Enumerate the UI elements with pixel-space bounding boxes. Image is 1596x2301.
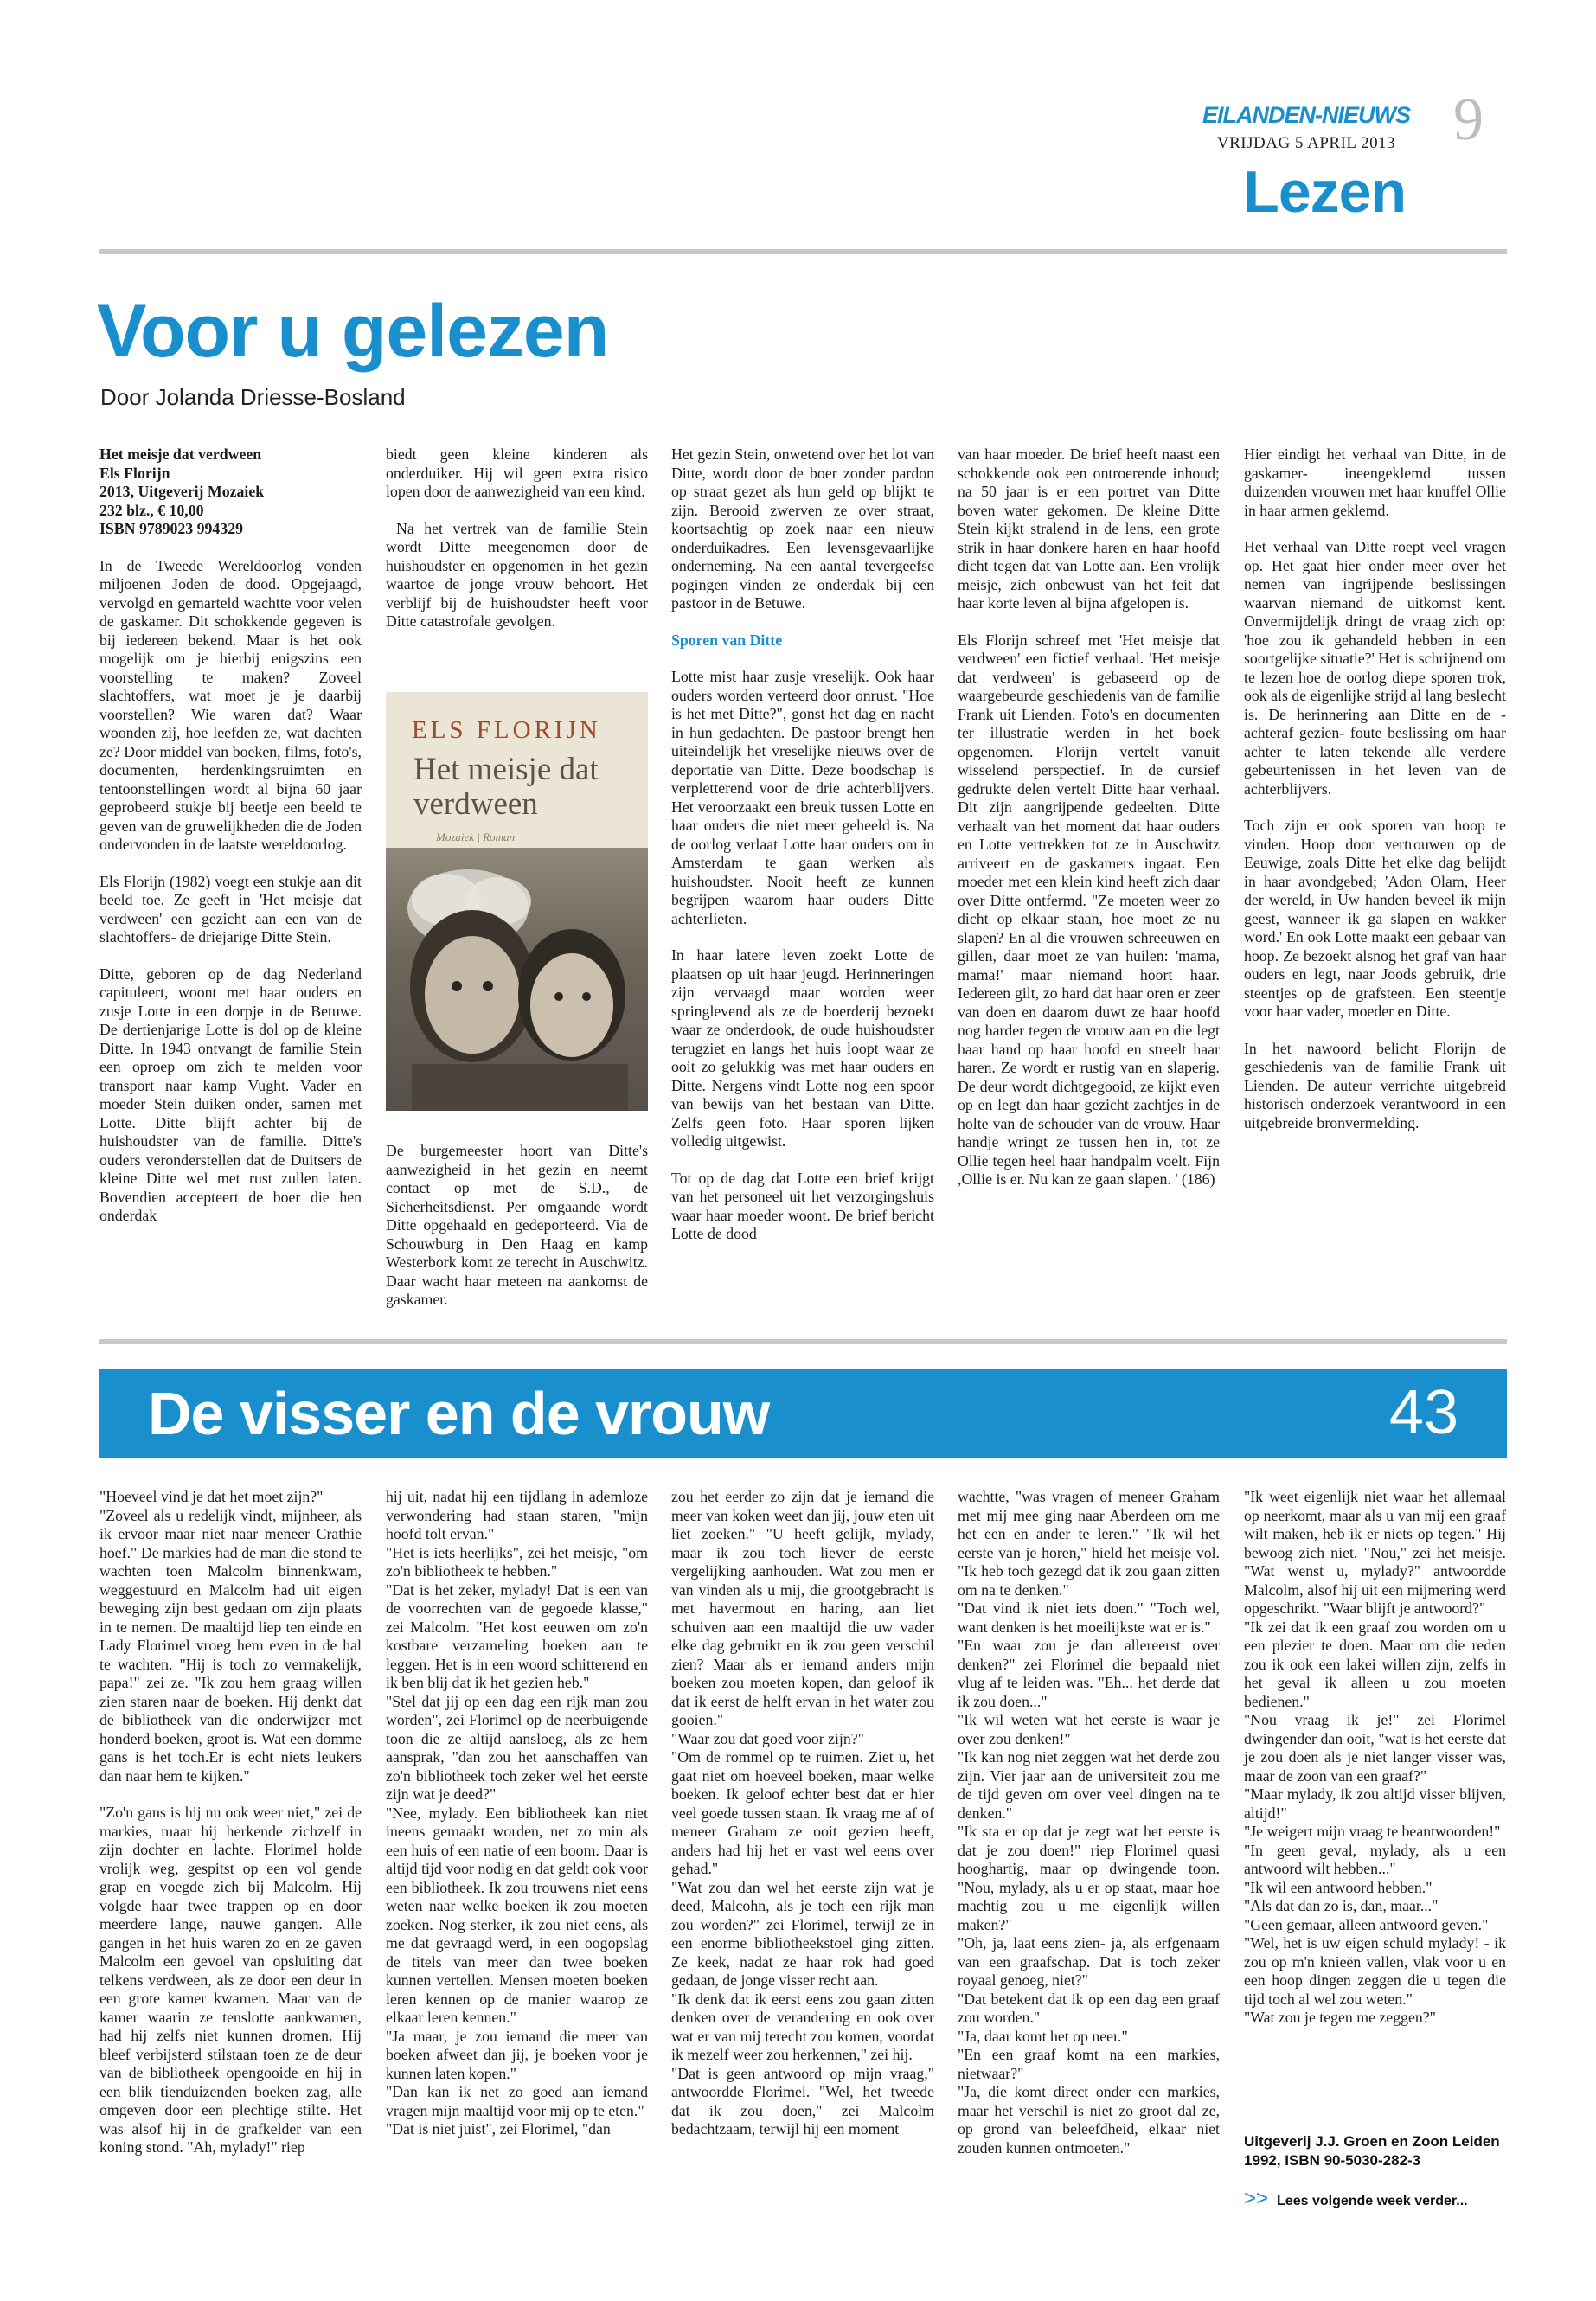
book-title: Het meisje dat verdween <box>99 445 262 463</box>
paragraph: "Wat zou je tegen me zeggen?" <box>1244 2009 1436 2026</box>
review-column-1 <box>99 445 362 1226</box>
paragraph: Toch zijn er ook sporen van hoop te vinden. Hoop door vertrouwen op de Eeuwige, zoals Ditte het elke dag belijdt in haar avondgebed; 'Adon Olam, Heer der wereld, in Uw handen beveel ik mijn geest, wanneer ik ga slapen en wakker word.' En ook Lotte maakt een gebaar van hoop. Ze bezoekt alsnog het graf van haar ouders en legt, naar Joods gebruik, drie steentjes op de grafsteen. Een steentje voor haar vader, moeder en Ditte. <box>1244 817 1506 1020</box>
paragraph: "Ik weet eigenlijk niet waar het allemaal op neerkomt, maar als u van mij een graaf wilt maken, heb ik er niets op tegen." Hij bewoog zich niet. "Nou," zei het meisje. "Wat wenst u, mylady?" antwoordde Malcolm, alsof hij uit een mijmering werd opgeschrikt. "Waar blijft je antwoord?" <box>1244 1488 1506 1617</box>
paragraph: "Ja, die komt direct onder een markies, maar het verschil is niet zo groot dal ze, op grond van beleefdheid, elkaar niet zouden kunnen ontmoeten." <box>958 2083 1220 2157</box>
review-byline: Door Jolanda Driesse-Bosland <box>100 384 406 410</box>
paragraph: "Om de rommel op te ruimen. Ziet u, het gaat niet om hoeveel boeken, maar welke boeken. Ik geloof echter best dat er hier veel goede tussen staan. Ik vraag me af of meneer Graham ze ooit gezien heeft, anders had hij het er vast wel eens over gehad." <box>671 1748 934 1877</box>
paragraph: "Zo'n gans is hij nu ook weer niet," zei de markies, maar hij herkende zichzelf in zijn dochter en lachte. Florimel holde vrolijk weg, gespitst op een vol gende grap en voegde zich bij Malcolm. Hij volgde haar twee trappen op en door meerdere lange, nauwe gangen. Alle gangen in het huis waren zo en ze gaven Malcolm een gevoel van opsluiting dat telkens verdween, als ze door een deur in een grote kamer kwamen. Maar van de kamer waarin ze tenslotte aankwamen, had hij zelfs niet kunnen dromen. Hij bleef verbijsterd stilstaan toen ze de deur van de bibliotheek opengooide en hij in een blik tienduizenden boeken zag, alle omgeven door een plechtige stilte. Het was alsof hij in de grafkelder van een koning stond. "Ah, mylady!" riep <box>99 1804 362 2156</box>
paragraph: "En een graaf komt na een markies, nietwaar?" <box>958 2046 1220 2082</box>
paragraph: "Dat betekent dat ik op een dag een graaf zou worden." <box>958 1990 1220 2026</box>
isbn-line: 1992, ISBN 90-5030-282-3 <box>1244 2152 1421 2169</box>
book-cover <box>386 692 648 1111</box>
paragraph: "Ik wil een antwoord hebben." <box>1244 1878 1433 1896</box>
paragraph: Els Florijn schreef met 'Het meisje dat verdween' een fictief verhaal. 'Het meisje dat verdween' is gebaseerd op de waargebeurde geschiedenis van de familie Frank uit Lienden. Foto's en documenten ter illustratie werden in het boek opgenomen. Florijn vertelt vanuit wisselend perspectief. In de cursief gedrukte delen vertelt Ditte haar verhaal. Dit zijn aangrijpende gedeelten. Ditte verhaalt van het moment dat haar ouders en Lotte vertrekken tot ze in Auschwitz arriveert en de gaskamers ingaat. Een moeder met een klein kind heeft zich daar over Ditte ontfermd. "Ze moeten weer zo dicht op elkaar staan, hoe moet ze nu slapen? En al die vrouwen schreeuwen en gillen, daar moet ze van huilen: 'mama, mama!' maar niemand hoort haar. Iedereen gilt, zo hard dat haar oren er zeer van doen en daarom duwt ze haar hoofd nog harder tegen de vrouw aan en die legt haar hand op haar hoofd en streelt haar haren. Ze wordt er rustig van en slaperig. De deur wordt dichtgegooid, ze kijkt even op en legt dan haar gezicht zachtjes in de holte van de schouder van de vrouw. Haar handje wringt ze tussen hen in, tot ze Ollie tegen heel haar handpalm voelt. Fijn ,Ollie is er. Nu kan ze gaan slapen. ' (186) <box>958 631 1220 1188</box>
story-column-3 <box>671 1488 934 2139</box>
paragraph: In de Tweede Wereldoorlog vonden miljoenen Joden de dood. Opgejaagd, vervolgd en gemarteld wachtte voor velen de gaskamer. Dit schokkende gegeven is bij iedereen bekend. Maar is het ook mogelijk om je hierbij enigszins een voorstelling te maken? Zoveel slachtoffers, wat moet je je daarbij voorstellen? Wie waren dat? Waar woonden zij, hoe leefden ze, wat dachten ze? Door middel van boeken, films, foto's, documenten, herdenkingsruimten en tentoonstellingen wordt al bijna 60 jaar geprobeerd stukje bij beetje een beeld te geven van de gruwelijkheden die de Joden ondervonden in de laatste wereldoorlog. <box>99 556 362 853</box>
paragraph: "Dat is geen antwoord op mijn vraag," antwoordde Florimel. "Wel, het tweede dat ik zou doen," zei Malcolm bedachtzaam, terwijl hij een moment <box>671 2064 934 2138</box>
section-title: Lezen <box>1243 159 1406 225</box>
newspaper-name: EILANDEN-NIEUWS <box>1202 102 1410 128</box>
paragraph: In het nawoord belicht Florijn de geschiedenis van de familie Frank uit Lienden. De auteur verrichte uitgebreid historisch onderzoek verantwoord in een uitgebreide bronvermelding. <box>1244 1039 1506 1131</box>
paragraph: "Stel dat jij op een dag een rijk man zou worden", zei Florimel op de neerbuigende toon die ze altijd aansloeg, als ze hem aansprak, "dan zou het aanschaffen van zo'n bibliotheek toch zeker wel het eerste zijn wat je deed?" <box>386 1692 648 1803</box>
cover-photo <box>386 848 648 1111</box>
paragraph: "Wat zou dan wel het eerste zijn wat je deed, Malcohn, als je toch een rijk man zou worden?" zei Florimel, terwijl ze in een enorme bibliotheekstoel ging zitten. Ze keek, nadat ze haar rok had goed gedaan, de jonge visser recht aan. <box>671 1878 934 1989</box>
cover-publisher: Mozaiek | Roman <box>436 830 515 843</box>
story-column-4 <box>958 1488 1220 2157</box>
paragraph: "Ik kan nog niet zeggen wat het derde zou zijn. Vier jaar aan de universiteit zou me de tijd geven om over veel dingen na te denken." <box>958 1748 1220 1822</box>
paragraph: "Nou vraag ik je!" zei Florimel dwingender dan ooit, "wat is het eerste dat je zou doen als je niet langer visser was, maar de zoon van een graaf?" <box>1244 1711 1506 1785</box>
paragraph: "Ik denk dat ik eerst eens zou gaan zitten denken over de verandering en ook over wat er van mij terecht zou komen, voordat ik mezelf weer zou herkennen," zei hij. <box>671 1990 934 2063</box>
next-week-label: Lees volgende week verder... <box>1277 2194 1468 2208</box>
paragraph: "Waar zou dat goed voor zijn?" <box>671 1729 864 1747</box>
paragraph: "Het is iets heerlijks", zei het meisje, "om zo'n bibliotheek te hebben." <box>386 1543 648 1580</box>
paragraph: "Geen gemaar, alleen antwoord geven." <box>1244 1915 1489 1933</box>
story-publisher-info <box>1244 2132 1506 2170</box>
paragraph: biedt geen kleine kinderen als onderduiker. Hij wil geen extra risico lopen door de aanwezigheid van een kind. <box>386 445 648 500</box>
publisher-line: Uitgeverij J.J. Groen en Zoon Leiden <box>1244 2133 1500 2150</box>
paragraph: "Dat is niet juist", zei Florimel, "dan <box>386 2120 611 2138</box>
paragraph: "Dat is het zeker, mylady! Dat is een van de voorrechten van de gegoede klasse," zei Malcolm. "Het kost eeuwen om zo'n kostbare verzameling boeken aan te leggen. Het is in een woord schitterend en ik ben blij dat ik het gezien heb." <box>386 1580 648 1691</box>
masthead <box>1202 102 1410 153</box>
paragraph: "In geen geval, mylady, als u een antwoord wilt hebben..." <box>1244 1841 1506 1877</box>
paragraph: De burgemeester hoort van Ditte's aanwezigheid in het gezin en neemt contact op met de S.D., de Sicherheitsdienst. Per omgaande wordt Ditte opgehaald en gedeporteerd. Via de Schouwburg in Den Haag en kamp Westerbork komt ze terecht in Auschwitz. Daar wacht haar meteen na aankomst de gaskamer. <box>386 1142 648 1308</box>
paragraph: Ditte, geboren op de dag Nederland capituleert, woont met haar ouders en zusje Lotte in een dorpje in de Betuwe. De dertienjarige Lotte is dol op de kleine Ditte. In 1943 ontvangt de familie Stein een oproep om zich te melden voor transport naar kamp Vught. Vader en moeder Stein duiken onder, samen met Lotte. Ditte blijft achter bij de huishoudster van de familie. Ditte's ouders veronderstellen dat de Duitsers de kleine Ditte wel met rust zullen laten. Bovendien accepteert de boer die hen onderdak <box>99 965 362 1224</box>
episode-number: 43 <box>1388 1378 1458 1447</box>
paragraph: "Hoeveel vind je dat het moet zijn?" <box>99 1488 324 1505</box>
paragraph: "Ja maar, je zou iemand die meer van boeken afweet dan jij, je boeken voor je kunnen laten kopen." <box>386 2027 648 2082</box>
story-title: De visser en de vrouw <box>148 1380 770 1447</box>
paragraph: hij uit, nadat hij een tijdlang in ademloze verwondering had staan staren, "mijn hoofd tolt ervan." <box>386 1488 648 1542</box>
paragraph: zou het eerder zo zijn dat je iemand die meer van koken weet dan jij, jouw eten uit liet zoeken." "U heeft gelijk, mylady, maar ik zou toch liever de eerste vergelijking aanhouden. Wat zou men er van vinden als u mij, die grootgebracht is met havermout en haring, aan liet schuiven aan een maaltijd die uw vader elke dag gebruikt en ik zou geen verschil zien? Maar als er iemand anders mijn boeken zou moeten kopen, dan geloof ik dat ik eerst de helft ervan in het water zou gooien." <box>671 1488 934 1728</box>
paragraph: "Oh, ja, laat eens zien- ja, als erfgenaam van een graafschap. Dat is toch zeker royaal genoeg, niet?" <box>958 1934 1220 1989</box>
book-info <box>99 445 362 539</box>
paragraph: Hier eindigt het verhaal van Ditte, in de gaskamer- ineengeklemd tussen duizenden vrouwen met haar knuffel Ollie in haar armen geklemd. <box>1244 445 1506 519</box>
book-pages-price: 232 blz., € 10,00 <box>99 501 204 519</box>
paragraph: van haar moeder. De brief heeft naast een schokkende ook een ontroerende inhoud; na 50 jaar is er een portret van Ditte boven water gekomen. De kleine Ditte Stein kijkt stralend in de lens, een grote strik in haar donkere haren en haar hoofd dicht tegen dat van Lotte aan. Een vrolijk meisje, zich onbewust van het feit dat haar korte leven al bijna afgelopen is. <box>958 445 1220 612</box>
page-number: 9 <box>1453 87 1484 153</box>
top-divider <box>99 249 1507 254</box>
review-column-2 <box>386 445 648 650</box>
review-headline: Voor u gelezen <box>97 290 609 373</box>
paragraph: "Nee, mylady. Een bibliotheek kan niet ineens gemaakt worden, net zo min als een huis of een natie of een boom. Daar is altijd tijd voor nodig en dat geldt ook voor een bibliotheek. Ik zou trouwens niet eens weten naar welke boeken ik zou moeten zoeken. Nog sterker, ik zou niet eens, als me dat gevraagd werd, in een oogopslag de titels van meer dan twee boeken kunnen vertellen. Mensen moeten boeken leren kennen op de manier waarop ze elkaar leren kennen." <box>386 1804 648 2026</box>
paragraph: Na het vertrek van de familie Stein wordt Ditte meegenomen door de huishoudster en opgenomen in het gezin waartoe de jonge vrouw behoort. Het verblijf bij de huishoudster heeft voor Ditte catastrofale gevolgen. <box>386 519 648 630</box>
paragraph: "Ik wil weten wat het eerste is waar je over zou denken!" <box>958 1711 1220 1747</box>
paragraph: "Ja, daar komt het op neer." <box>958 2027 1128 2045</box>
subheading: Sporen van Ditte <box>671 631 783 649</box>
review-column-5 <box>1244 445 1506 1132</box>
story-column-1 <box>99 1488 362 2157</box>
paragraph: Het gezin Stein, onwetend over het lot van Ditte, wordt door de boer zonder pardon op straat gezet als hun geld op blijkt te zijn. Berooid zwerven ze over straat, koortsachtig op zoek naar een nieuw onderduikadres. Een levensgevaarlijke onderneming. Na een aantal tevergeefse pogingen vinden ze onderdak bij een pastoor in de Betuwe. <box>671 445 934 612</box>
review-column-3 <box>671 445 934 1244</box>
paragraph: "Ik zei dat ik een graaf zou worden om u een plezier te doen. Maar om die reden zou ik ook een lakei willen zijn, zelfs in het geval ik alleen u zou moeten bedienen." <box>1244 1618 1506 1710</box>
story-column-2 <box>386 1488 648 2139</box>
paragraph: "Dan kan ik net zo goed aan iemand vragen mijn maaltijd voor mij op te eten." <box>386 2083 648 2119</box>
paragraph: "Dat vind ik niet iets doen." "Toch wel, want denken is het moeilijkste wat er is." <box>958 1599 1220 1636</box>
paragraph: In haar latere leven zoekt Lotte de plaatsen op uit haar jeugd. Herinneringen zijn vervaagd maar worden weer springlevend als ze de boerderij bezoekt waar ze onderdook, de oude huishoudster terugziet en langs het huis loopt waar ze ooit zo gelukkig was met haar ouders en Ditte. Nergens vindt Lotte nog een spoor van bewijs van het bestaan van Ditte. Zelfs geen foto. Haar sporen lijken volledig uitgewist. <box>671 946 934 1150</box>
paragraph: "Zoveel als u redelijk vindt, mijnheer, als ik ervoor maar niet naar meneer Crathie hoef." De markies had de man die stond te wachten toen Malcolm binnenkwam, weggestuurd en Malcolm had uit eigen beweging zijn best gedaan om zijn plaats in te nemen. De maaltijd liep ten einde en Lady Florimel vroeg hem even in de hal te wachten. "Hij is toch zo vermakelijk, papa!" zei ze. "Ik zou hem graag willen zien staren naar de boeken. Hij denkt dat de bibliotheek van die onderwijzer met honderd boeken, groot is. Wat een domme gans is het toch.Er is echt niets leukers dan naar hem te kijken." <box>99 1506 362 1785</box>
paragraph: Els Florijn (1982) voegt een stukje aan dit beeld toe. Ze geeft in 'Het meisje dat verdween' een gezicht aan een van de slachtoffers- de driejarige Ditte Stein. <box>99 872 362 945</box>
cover-photo-illustration <box>386 848 648 1111</box>
book-author: Els Florijn <box>99 464 170 482</box>
paragraph: "Als dat dan zo is, dan, maar..." <box>1244 1897 1439 1914</box>
book-isbn: ISBN 9789023 994329 <box>99 520 243 537</box>
review-column-2-continued <box>386 1142 648 1310</box>
story-banner <box>99 1369 1507 1458</box>
paragraph: Lotte mist haar zusje vreselijk. Ook haar ouders worden verteerd door onrust. "Hoe is het met Ditte?", gonst het dag en nacht in hun gedachten. De pastoor brengt hen uiteindelijk het vreselijke nieuws over de deportatie van Ditte. Deze boodschap is verpletterend voor de drie achterblijvers. Het veroorzaakt een breuk tussen Lotte en haar ouders die niet meer geheeld is. Na de oorlog verlaat Lotte haar ouders om in Amsterdam te gaan werken als huishoudster. Nooit heeft ze kunnen begrijpen waarom haar ouders Ditte achterlieten. <box>671 668 934 927</box>
paragraph: "Maar mylady, ik zou altijd visser blijven, altijd!" <box>1244 1785 1506 1822</box>
continued-next-week <box>1244 2187 1506 2211</box>
cover-title: Het meisje dat verdween <box>413 752 599 822</box>
paragraph: wachtte, "was vragen of meneer Graham met mij mee ging naar Aberdeen om me het een en ander te leren." "Ik wil het eerste van je horen," hield het meisje vol. "Ik heb toch gezegd dat ik zou gaan zitten om na te denken." <box>958 1488 1220 1599</box>
story-column-5 <box>1244 1488 1506 2028</box>
book-publisher: 2013, Uitgeverij Mozaiek <box>99 483 265 500</box>
paragraph: "Ik sta er op dat je zegt wat het eerste is dat je zou doen!" riep Florimel quasi hooghartig, maar op dwingende toon. "Nou, mylady, als u er op staat, maar hoe machtig zou u me eigenlijk willen maken?" <box>958 1823 1220 1933</box>
paragraph: "En waar zou je dan allereerst over denken?" zei Florimel die bepaald niet vlug af te leiden was. "Eh... het derde dat ik zou doen..." <box>958 1637 1220 1710</box>
double-chevron-icon: >> <box>1244 2187 1269 2210</box>
middle-divider <box>99 1339 1507 1344</box>
paragraph: "Wel, het is uw eigen schuld mylady! - ik zou op m'n knieën vallen, vlak voor u en een hoop dingen zeggen die u tegen die tijd toch al wel zou weten." <box>1244 1934 1506 2008</box>
cover-author: ELS FLORIJN <box>412 716 601 744</box>
paragraph: "Je weigert mijn vraag te beantwoorden!" <box>1244 1823 1501 1840</box>
paragraph: Tot op de dag dat Lotte een brief krijgt van het personeel uit het verzorgingshuis waar haar moeder woont. De brief bericht Lotte de dood <box>671 1169 934 1242</box>
paragraph: Het verhaal van Ditte roept veel vragen op. Het gaat hier onder meer over het nemen van ingrijpende beslissingen waarvan niemand de uitkomst kent. Onvermijdelijk dringt de vraag zich op: 'hoe zou ik gehandeld hebben in een soortgelijke situatie?' Het is schrijnend om te lezen hoe de oorlog diepe sporen trok, ook als de eigenlijke strijd al lang beslecht is. De herinnering aan Ditte en de -achteraf gezien- foute beslissing om haar achter te laten tekende alle verdere gebeurtenissen in het leven van de achterblijvers. <box>1244 538 1506 798</box>
issue-date: VRIJDAG 5 APRIL 2013 <box>1216 134 1396 152</box>
review-column-4 <box>958 445 1220 1189</box>
